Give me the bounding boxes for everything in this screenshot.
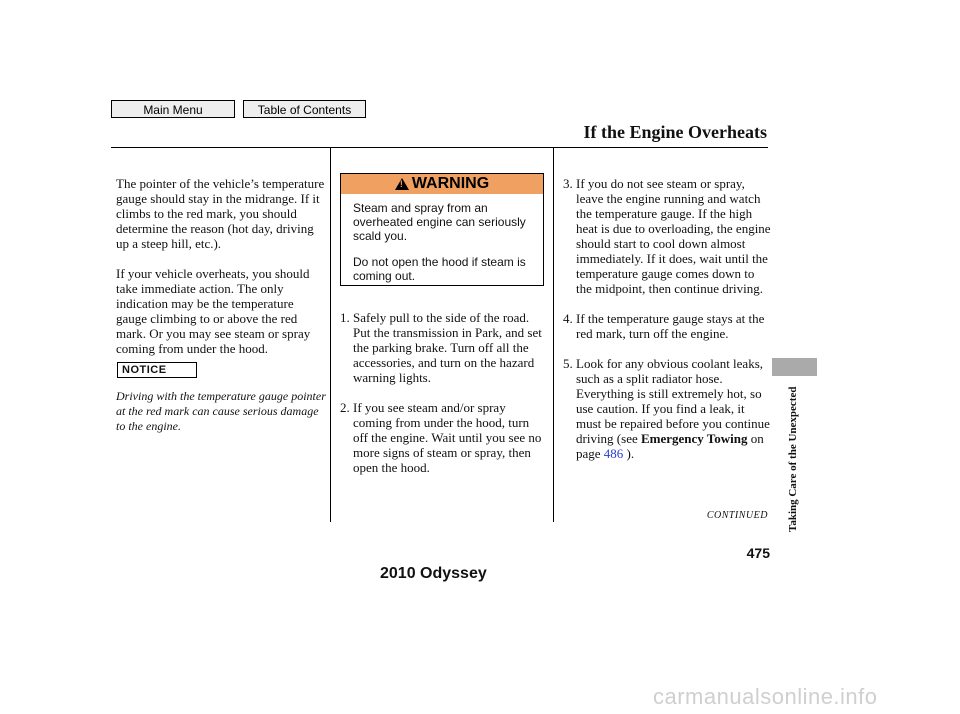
step-item bbox=[563, 176, 773, 296]
step-text: Safely pull to the side of the road. Put the transmission in Park, and set the parking brake. Turn off all the accessories, and turn on the hazard warning lights. bbox=[353, 310, 542, 385]
watermark: carmanualsonline.info bbox=[653, 684, 878, 709]
notice-text: Driving with the temperature gauge pointer at the red mark can cause serious damage to the engine. bbox=[116, 389, 326, 433]
section-label: Taking Care of the Unexpected bbox=[787, 386, 799, 532]
step-number: 5. bbox=[563, 356, 573, 371]
column-divider-left bbox=[330, 148, 331, 522]
warning-triangle-icon bbox=[395, 178, 409, 190]
step-item bbox=[340, 310, 545, 385]
step-text: If the temperature gauge stays at the red mark, turn off the engine. bbox=[576, 311, 765, 341]
step-item bbox=[563, 311, 773, 341]
section-tab bbox=[772, 358, 817, 376]
page-title: If the Engine Overheats bbox=[583, 122, 767, 142]
step-text: If you see steam and/or spray coming from under the hood, turn off the engine. Wait until you see no more signs of steam or spray, then open the hood. bbox=[353, 400, 542, 475]
step-text: If you do not see steam or spray, leave the engine running and watch the temperature gauge. If the high heat is due to overloading, the engine should start to cool down almost immediately. If it does, wait until the temperature gauge comes down to the midpoint, then continue driving. bbox=[576, 176, 771, 296]
step-number: 1. bbox=[340, 310, 350, 325]
model-name: 2010 Odyssey bbox=[380, 565, 487, 582]
continued-label: CONTINUED bbox=[706, 510, 768, 521]
title-divider bbox=[111, 147, 768, 148]
warning-line-2: Do not open the hood if steam is coming out. bbox=[353, 255, 526, 283]
warning-body bbox=[341, 194, 543, 283]
step-item bbox=[563, 356, 773, 461]
step-number: 4. bbox=[563, 311, 573, 326]
intro-paragraph: The pointer of the vehicle’s temperature gauge should stay in the midrange. If it climbs to the red mark, you should determine the reason (hot day, driving up a steep hill, etc.). bbox=[116, 176, 325, 251]
notice-label: NOTICE bbox=[117, 362, 197, 378]
step-number: 3. bbox=[563, 176, 573, 191]
left-column bbox=[116, 176, 326, 356]
warning-line-1: Steam and spray from an overheated engine can seriously scald you. bbox=[353, 201, 526, 243]
step-number: 2. bbox=[340, 400, 350, 415]
page-number: 475 bbox=[746, 545, 770, 561]
step-item bbox=[340, 400, 545, 475]
column-divider-right bbox=[553, 148, 554, 522]
page-486-link[interactable]: 486 bbox=[603, 446, 624, 461]
warning-label: WARNING bbox=[411, 175, 490, 192]
table-of-contents-button[interactable]: Table of Contents bbox=[243, 100, 366, 118]
step-text-mid: on page bbox=[576, 431, 764, 461]
step-text: Look for any obvious coolant leaks, such as a split radiator hose. Everything is still extremely hot, so use caution. If you find a leak, it must be repaired before you continue driving (see bbox=[576, 356, 770, 446]
overheat-paragraph: If your vehicle overheats, you should take immediate action. The only indication may be the temperature gauge climbing to or above the red mark. Or you may see steam or spray coming from under the hood. bbox=[116, 266, 311, 356]
right-column bbox=[563, 176, 773, 461]
main-menu-button[interactable]: Main Menu bbox=[111, 100, 235, 118]
warning-box bbox=[340, 173, 544, 286]
emergency-towing-reference: Emergency Towing bbox=[640, 431, 748, 446]
warning-header bbox=[341, 174, 543, 194]
step-text-end: ). bbox=[623, 446, 635, 461]
middle-column bbox=[340, 310, 545, 475]
